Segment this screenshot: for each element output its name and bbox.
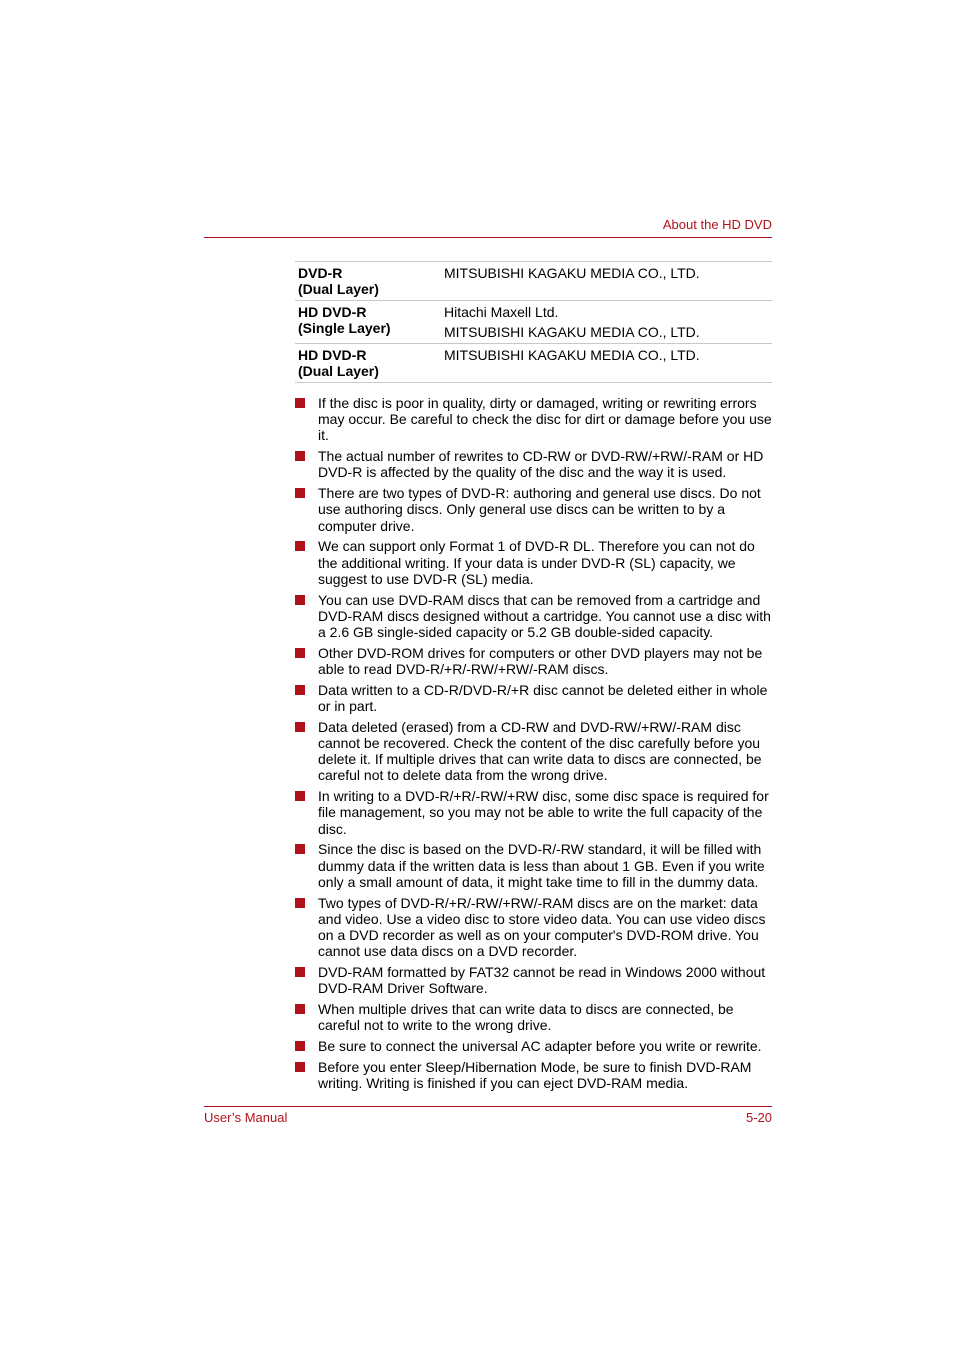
note-text: The actual number of rewrites to CD-RW or DVD-RW/+RW/-RAM or HD DVD-R is affected by the quality of the disc and the way it is used. [318,448,764,481]
running-header: About the HD DVD [662,217,772,232]
note-text: Two types of DVD-R/+R/-RW/+RW/-RAM discs are on the market: data and video. Use a video disc to store video data. You can use video discs on a DVD recorder as well as on your computer's DVD-ROM drive. You cannot use data discs on a DVD recorder. [318,894,766,960]
media-type-cell [295,344,441,383]
note-text: Before you enter Sleep/Hibernation Mode, be sure to finish DVD-RAM writing. Writing is finished if you can eject DVD-RAM media. [318,1058,752,1092]
note-text: Since the disc is based on the DVD-R/-RW standard, it will be filled with dummy data if the written data is less than about 1 GB. Even if you write only a small amount of data, it might take time to fill in the dummy data. [318,841,765,890]
table-row [295,262,772,301]
media-layer: (Dual Layer) [298,281,379,297]
note-text: Other DVD-ROM drives for computers or other DVD players may not be able to read DVD-R/+R/-RW/+RW/-RAM discs. [318,644,763,678]
note-text: Data written to a CD-R/DVD-R/+R disc cannot be deleted either in whole or in part. [318,681,768,715]
manufacturer-cell [441,344,772,383]
footer-divider [204,1106,772,1107]
note-text: In writing to a DVD-R/+R/-RW/+RW disc, some disc space is required for file management, so you may not be able to write the full capacity of the disc. [318,788,769,837]
list-item [295,1001,775,1033]
manufacturer-name: MITSUBISHI KAGAKU MEDIA CO., LTD. [444,265,700,281]
square-bullet-icon [295,1004,305,1014]
square-bullet-icon [295,488,305,498]
square-bullet-icon [295,844,305,854]
list-item [295,719,775,784]
table-row [295,344,772,383]
notes-list [295,395,775,1096]
footer-manual-title: User’s Manual [204,1110,288,1125]
media-type-cell [295,301,441,344]
media-layer: (Single Layer) [298,320,391,336]
square-bullet-icon [295,898,305,908]
square-bullet-icon [295,398,305,408]
media-type-name: HD DVD-R [298,304,367,320]
square-bullet-icon [295,722,305,732]
list-item [295,964,775,996]
list-item [295,485,775,534]
list-item [295,788,775,837]
note-text: If the disc is poor in quality, dirty or damaged, writing or rewriting errors may occur. Be careful to check the disc for dirt or damage before you use it. [318,395,772,444]
list-item [295,645,775,677]
square-bullet-icon [295,595,305,605]
square-bullet-icon [295,541,305,551]
list-item [295,592,775,641]
list-item [295,841,775,890]
square-bullet-icon [295,791,305,801]
note-text: When multiple drives that can write data to discs are connected, be careful not to write to the wrong drive. [318,1001,734,1034]
list-item [295,1059,775,1091]
manufacturer-cell [441,262,772,301]
square-bullet-icon [295,1041,305,1051]
note-text: There are two types of DVD-R: authoring and general use discs. Do not use authoring discs. Only general use discs can be written to by a computer drive. [318,485,761,534]
square-bullet-icon [295,967,305,977]
list-item [295,682,775,714]
manufacturer-name: MITSUBISHI KAGAKU MEDIA CO., LTD. [444,347,700,363]
media-type-name: DVD-R [298,265,343,281]
note-text: Be sure to connect the universal AC adapter before you write or rewrite. [318,1038,762,1055]
list-item [295,395,775,444]
media-manufacturer-table [295,261,772,383]
manufacturer-name: Hitachi Maxell Ltd. [444,304,559,320]
note-text: We can support only Format 1 of DVD-R DL. Therefore you can not do the additional writing. If your data is under DVD-R (SL) capacity, we suggest to use DVD-R (SL) media. [318,538,755,587]
page-number: 5-20 [745,1110,772,1125]
manufacturer-cell [441,301,772,344]
square-bullet-icon [295,648,305,658]
list-item [295,448,775,480]
square-bullet-icon [295,685,305,695]
square-bullet-icon [295,1062,305,1072]
note-text: Data deleted (erased) from a CD-RW and DVD-RW/+RW/-RAM disc cannot be recovered. Check the content of the disc carefully before you delete it. If multiple drives that can write data to discs are connected, be careful not to delete data from the wrong drive. [318,718,762,784]
list-item [295,895,775,960]
square-bullet-icon [295,451,305,461]
manufacturer-name: MITSUBISHI KAGAKU MEDIA CO., LTD. [444,324,700,340]
table-row [295,301,772,344]
list-item [295,538,775,587]
media-type-name: HD DVD-R [298,347,367,363]
note-text: DVD-RAM formatted by FAT32 cannot be read in Windows 2000 without DVD-RAM Driver Software. [318,964,766,997]
media-type-cell [295,262,441,301]
media-layer: (Dual Layer) [298,363,379,379]
header-divider [204,237,772,238]
list-item [295,1038,775,1054]
note-text: You can use DVD-RAM discs that can be removed from a cartridge and DVD-RAM discs designed without a cartridge. You cannot use a disc with a 2.6 GB single-sided capacity or 5.2 GB double-sided capacity. [318,591,771,641]
